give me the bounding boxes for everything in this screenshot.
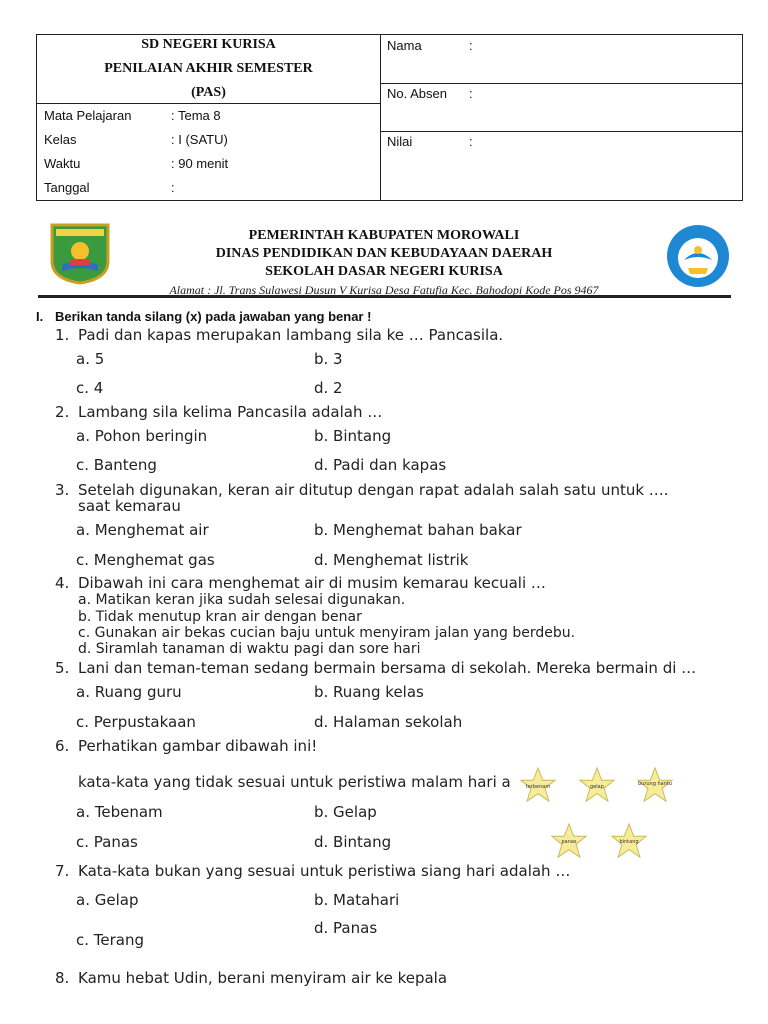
question-7-number: 7. (55, 862, 70, 880)
exam-header-table (36, 34, 743, 201)
q4-option-b[interactable]: b. Tidak menutup kran air dengan benar (78, 609, 362, 625)
kop-line1: PEMERINTAH KABUPATEN MOROWALI (248, 228, 520, 243)
star-label-bintang: bintang (619, 839, 639, 845)
q5-option-a[interactable]: a. Ruang guru (76, 683, 182, 701)
question-5-number: 5. (55, 659, 70, 677)
q7-option-d[interactable]: d. Panas (314, 919, 378, 937)
q4-option-d[interactable]: d. Siramlah tanaman di waktu pagi dan sore hari (78, 641, 421, 657)
q7-option-a[interactable]: a. Gelap (76, 891, 139, 909)
q5-option-b[interactable]: b. Ruang kelas (314, 683, 424, 701)
q1-option-c[interactable]: c. 4 (76, 379, 104, 397)
field-label-date: Tanggal (44, 180, 90, 195)
q5-option-d[interactable]: d. Halaman sekolah (314, 713, 463, 731)
absen-label: No. Absen (387, 86, 447, 101)
question-8-number: 8. (55, 969, 70, 987)
q2-option-c[interactable]: c. Banteng (76, 456, 157, 474)
star-label-gelap: gelap (590, 784, 604, 790)
field-value-subject: : Tema 8 (171, 108, 221, 123)
q1-option-b[interactable]: b. 3 (314, 350, 343, 368)
question-6-text-cont: kata-kata yang tidak sesuai untuk peristiwa malam hari a (78, 773, 511, 791)
q2-option-d[interactable]: d. Padi dan kapas (314, 456, 447, 474)
star-label-terbenam: terbenam (525, 784, 551, 790)
q2-option-b[interactable]: b. Bintang (314, 427, 392, 445)
question-6-number: 6. (55, 737, 70, 755)
question-7-text: Kata-kata bukan yang sesuai untuk peristiwa siang hari adalah … (78, 862, 571, 880)
field-label-subject: Mata Pelajaran (44, 108, 132, 123)
question-2-text: Lambang sila kelima Pancasila adalah … (78, 403, 383, 421)
question-1-text: Padi dan kapas merupakan lambang sila ke … Pancasila. (78, 326, 504, 344)
q3-option-b[interactable]: b. Menghemat bahan bakar (314, 521, 522, 539)
score-colon[interactable]: : (469, 134, 473, 149)
question-3-number: 3. (55, 481, 70, 499)
question-2-number: 2. (55, 403, 70, 421)
q6-option-c[interactable]: c. Panas (76, 833, 138, 851)
school-name: SD NEGERI KURISA (141, 37, 276, 52)
question-3-text-cont: saat kemarau (78, 497, 181, 515)
section-roman: I. (36, 309, 44, 324)
question-1-number: 1. (55, 326, 70, 344)
q3-option-a[interactable]: a. Menghemat air (76, 521, 209, 539)
q5-option-c[interactable]: c. Perpustakaan (76, 713, 196, 731)
q4-option-a[interactable]: a. Matikan keran jika sudah selesai digunakan. (78, 592, 406, 608)
q7-option-b[interactable]: b. Matahari (314, 891, 400, 909)
score-label: Nilai (387, 134, 413, 149)
question-6-text: Perhatikan gambar dibawah ini! (78, 737, 318, 755)
star-picture (518, 764, 680, 864)
q6-option-d[interactable]: d. Bintang (314, 833, 392, 851)
question-4-number: 4. (55, 574, 70, 592)
q2-option-a[interactable]: a. Pohon beringin (76, 427, 208, 445)
star-label-panas: panas (561, 839, 577, 845)
question-4-text: Dibawah ini cara menghemat air di musim kemarau kecuali … (78, 574, 546, 592)
question-5-text: Lani dan teman-teman sedang bermain bersama di sekolah. Mereka bermain di … (78, 659, 697, 677)
section-instruction: Berikan tanda silang (x) pada jawaban yang benar ! (55, 309, 372, 324)
q1-option-d[interactable]: d. 2 (314, 379, 343, 397)
field-value-class: : I (SATU) (171, 132, 228, 147)
q3-option-c[interactable]: c. Menghemat gas (76, 551, 215, 569)
exam-abbr: (PAS) (191, 85, 226, 100)
exam-title: PENILAIAN AKHIR SEMESTER (104, 61, 313, 76)
kop-line3: SEKOLAH DASAR NEGERI KURISA (265, 264, 503, 279)
kop-address: Alamat : Jl. Trans Sulawesi Dusun V Kurisa Desa Fatufia Kec. Bahodopi Kode Pos 9467 (169, 283, 599, 297)
field-value-time: : 90 menit (171, 156, 229, 171)
q3-option-d[interactable]: d. Menghemat listrik (314, 551, 469, 569)
field-label-time: Waktu (44, 156, 81, 171)
question-8-text: Kamu hebat Udin, berani menyiram air ke kepala (78, 969, 448, 987)
q4-option-c[interactable]: c. Gunakan air bekas cucian baju untuk menyiram jalan yang berdebu. (78, 625, 576, 641)
q1-option-a[interactable]: a. 5 (76, 350, 105, 368)
q6-option-a[interactable]: a. Tebenam (76, 803, 163, 821)
star-label-burung-hantu: burung hantu (637, 781, 673, 787)
kop-line2: DINAS PENDIDIKAN DAN KEBUDAYAAN DAERAH (215, 246, 553, 261)
question-3-text: Setelah digunakan, keran air ditutup dengan rapat adalah salah satu untuk …. (78, 481, 669, 499)
q7-option-c[interactable]: c. Terang (76, 931, 145, 949)
field-value-date: : (171, 180, 175, 195)
kop-divider (38, 295, 731, 298)
field-label-class: Kelas (44, 132, 77, 147)
q6-option-b[interactable]: b. Gelap (314, 803, 377, 821)
absen-colon[interactable]: : (469, 86, 473, 101)
name-label: Nama (387, 38, 422, 53)
name-colon[interactable]: : (469, 38, 473, 53)
